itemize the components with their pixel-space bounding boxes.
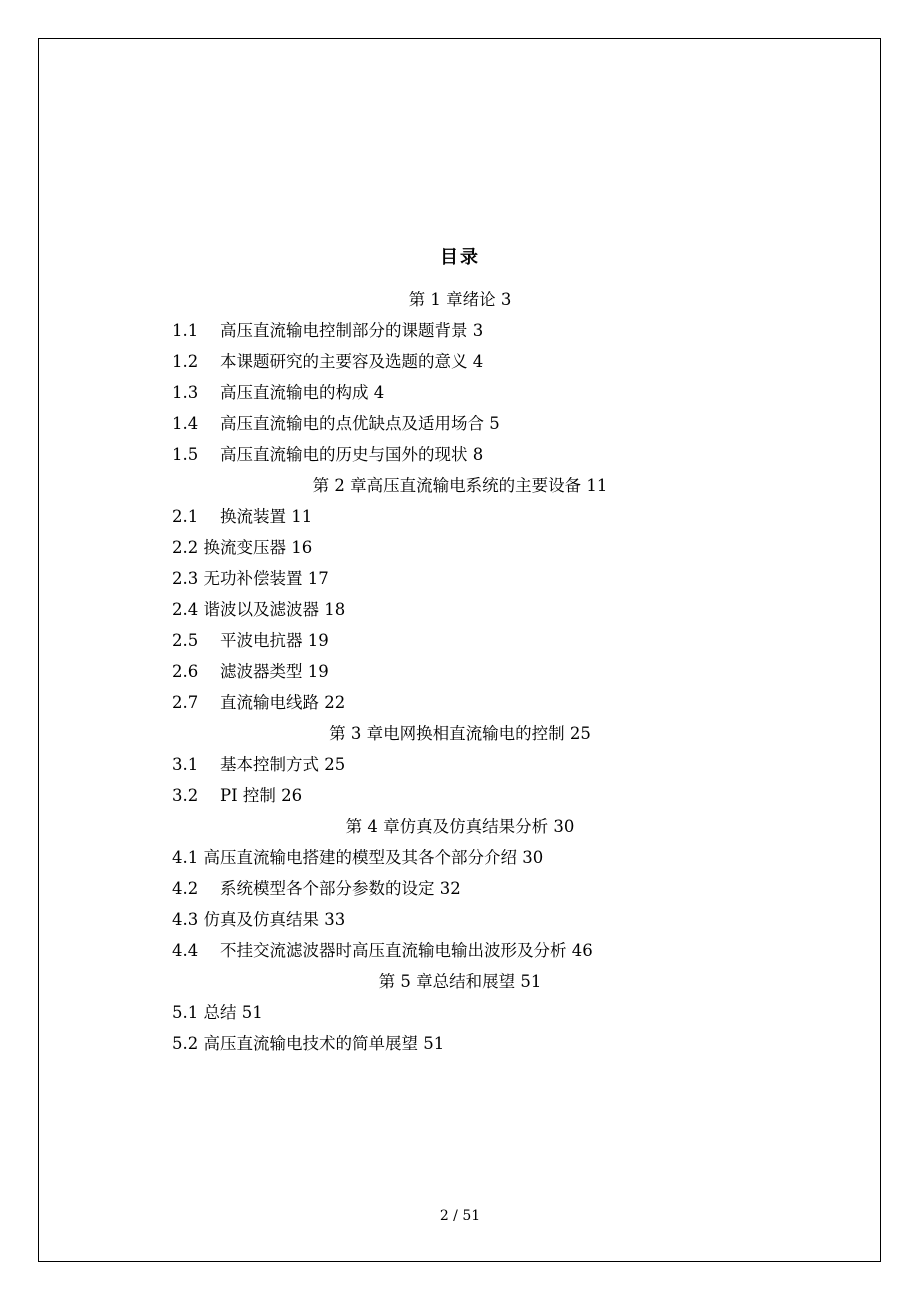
toc-section-2-4: 2.4 谐波以及滤波器 18 (172, 600, 346, 619)
toc-section-1-1: 1.1 高压直流输电控制部分的课题背景 3 (172, 321, 484, 340)
toc-chapter-5: 第 5 章总结和展望 51 (378, 972, 542, 991)
page-frame (38, 38, 881, 1262)
toc-chapter-2: 第 2 章高压直流输电系统的主要设备 11 (312, 476, 608, 495)
toc-section-2-6: 2.6 滤波器类型 19 (172, 662, 329, 681)
toc-section-3-1: 3.1 基本控制方式 25 (172, 755, 346, 774)
toc-section-2-2: 2.2 换流变压器 16 (172, 538, 313, 557)
toc-section-4-2: 4.2 系统模型各个部分参数的设定 32 (172, 879, 461, 898)
toc-section-5-2: 5.2 高压直流输电技术的简单展望 51 (172, 1034, 445, 1053)
page-number: 2 / 51 (439, 1208, 481, 1224)
toc-section-1-2: 1.2 本课题研究的主要容及选题的意义 4 (172, 352, 484, 371)
toc-section-2-3: 2.3 无功补偿装置 17 (172, 569, 329, 588)
toc-section-1-5: 1.5 高压直流输电的历史与国外的现状 8 (172, 445, 484, 464)
toc-chapter-3: 第 3 章电网换相直流输电的控制 25 (329, 724, 591, 743)
toc-section-1-3: 1.3 高压直流输电的构成 4 (172, 383, 385, 402)
toc-section-1-4: 1.4 高压直流输电的点优缺点及适用场合 5 (172, 414, 500, 433)
toc-section-2-7: 2.7 直流输电线路 22 (172, 693, 346, 712)
toc-section-2-1: 2.1 换流装置 11 (172, 507, 313, 526)
toc-section-4-1: 4.1 高压直流输电搭建的模型及其各个部分介绍 30 (172, 848, 544, 867)
toc-section-4-3: 4.3 仿真及仿真结果 33 (172, 910, 346, 929)
toc-chapter-1: 第 1 章绪论 3 (408, 290, 512, 309)
toc-chapter-4: 第 4 章仿真及仿真结果分析 30 (345, 817, 575, 836)
toc-section-4-4: 4.4 不挂交流滤波器时高压直流输电输出波形及分析 46 (172, 941, 593, 960)
toc-section-2-5: 2.5 平波电抗器 19 (172, 631, 329, 650)
toc-section-3-2: 3.2 PI 控制 26 (172, 786, 303, 805)
toc-title: 目录 (440, 247, 480, 268)
toc-section-5-1: 5.1 总结 51 (172, 1003, 263, 1022)
